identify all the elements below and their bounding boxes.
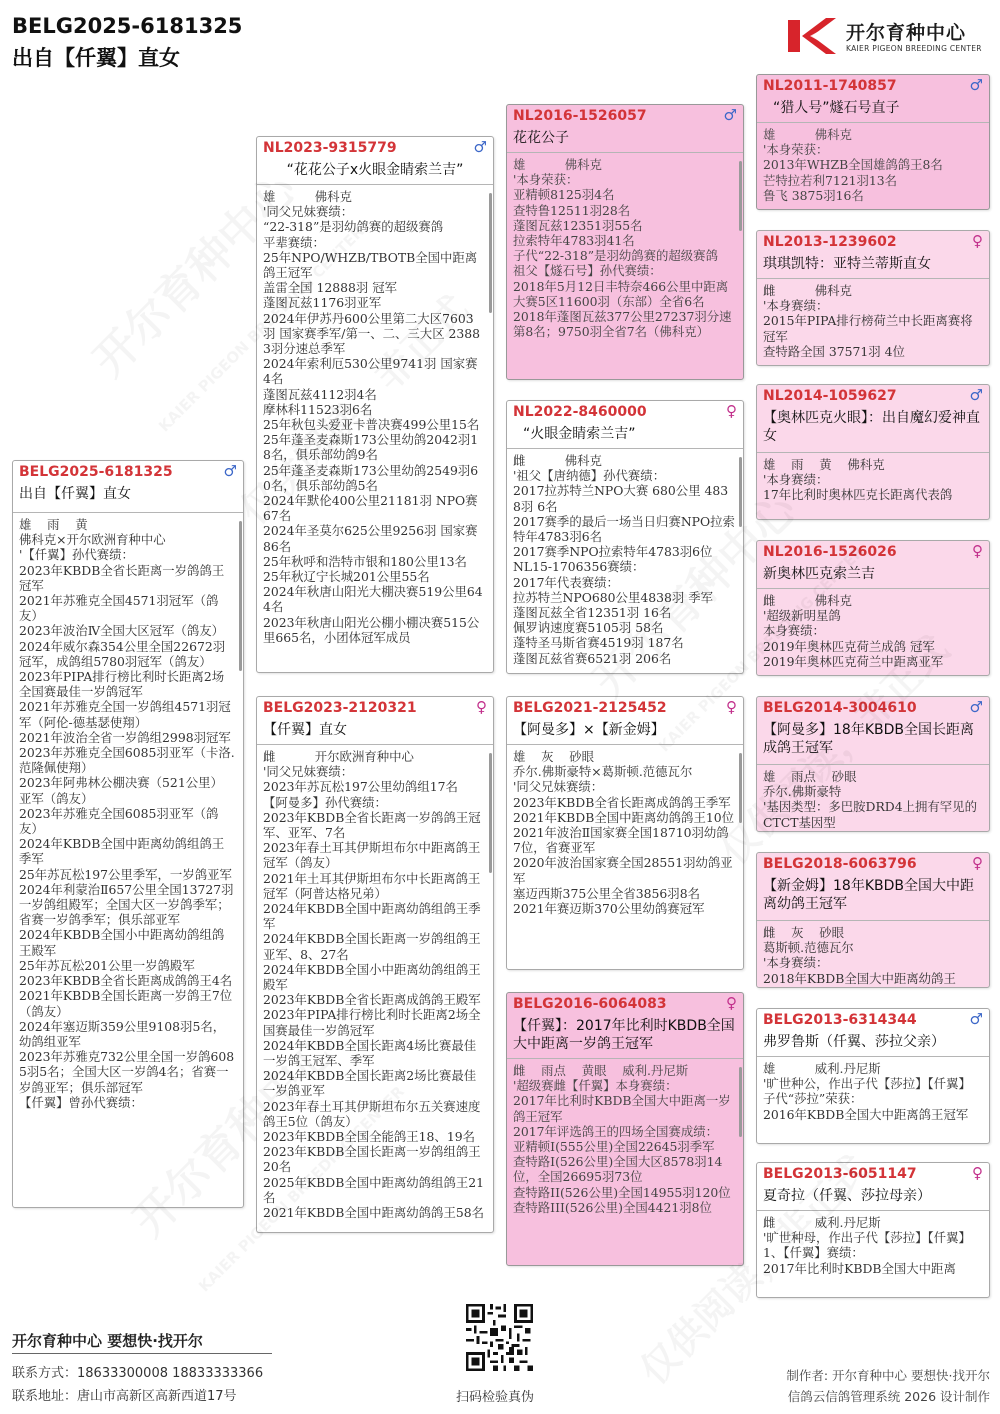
pigeon-name: 【阿曼多】18年KBDB全国长距离成鸽王冠军 [763, 722, 974, 756]
pigeon-record: 雄 雨 黄 佛科克 '本身赛绩： 17年比利时奥林匹克长距离代表鸽 [763, 457, 953, 503]
female-sex-icon: ♀ [972, 542, 983, 560]
pedigree-card-sire[interactable] [256, 136, 494, 673]
male-sex-icon: ♂ [969, 76, 983, 94]
pigeon-record: 雌 灰 砂眼 葛斯顿.范德瓦尔 '本身赛绩： 2018年KBDB全国大中距离幼鸽王 [763, 925, 956, 985]
ring-number: NL2022-8460000 [513, 404, 647, 420]
pigeon-name: “火眼金睛索兰吉” [523, 426, 636, 442]
pigeon-name: 【新金姆】18年KBDB全国大中距离幼鸽王冠军 [763, 878, 974, 912]
pigeon-name: “花花公子x火眼金睛索兰吉” [286, 162, 464, 178]
divider [757, 588, 989, 589]
logo-chinese-name: 开尔育种中心 [846, 22, 967, 44]
pedigree-card-dam-sire[interactable] [506, 696, 744, 970]
male-sex-icon: ♂ [723, 106, 737, 124]
ring-number: NL2023-9315779 [263, 140, 397, 156]
female-sex-icon: ♀ [972, 854, 983, 872]
pigeon-name: 【仟翼】：2017年比利时KBDB全国大中距离一岁鸽王冠军 [513, 1018, 735, 1052]
page-ring-number: BELG2025-6181325 [12, 14, 243, 38]
pigeon-record: 雌 佛科克 '超级新明星鸽 本身赛绩： 2019年奥林匹克荷兰成鸽 冠军 2019年奥林匹克荷兰中距离亚军 [763, 593, 944, 669]
brand-logo [786, 16, 991, 58]
female-sex-icon: ♀ [972, 1164, 983, 1182]
divider [13, 512, 243, 513]
pedigree-card-sds[interactable] [756, 384, 990, 520]
pedigree-card-sire-sire[interactable] [506, 104, 744, 380]
pigeon-record: 雌 佛科克 '祖父【唐纳德】孙代赛绩： 2017拉苏特兰NPO大赛 680公里 4838羽 6名 2017赛季的最后一场当日归赛NPO拉索特年4783羽6名 2017赛季NPO拉索特年4783羽6位 NL15-1706356赛绩： 2017年代表赛绩： 拉苏特兰NPO680公里4838羽 季军 蓬图瓦兹全省12351羽 16名 佩罗讷速度赛5105羽 58名 蓬特圣马斯省赛4519羽 187名 蓬图瓦兹省赛6521羽 206名 [513, 453, 735, 666]
pigeon-name: 【阿曼多】×【新金姆】 [513, 722, 665, 738]
divider [757, 764, 989, 765]
pigeon-name: 【仟翼】直女 [263, 722, 347, 738]
pigeon-record: 雌 开尔欧洲育种中心 '同父兄妹赛绩： 2023年苏瓦松197公里幼鸽组17名 【阿曼多】孙代赛绩： 2023年KBDB全省长距离一岁鸽鸽王冠军、亚军、7名 2023年春土耳其伊斯坦布尔中距离鸽王冠军（鸽友） 2021年土耳其伊斯坦布尔中长距离鸽王冠军（阿普达格兄弟） 2024年KBDB全国中距离幼鸽组鸽王季军 2024年KBDB全国长距离一岁鸽组鸽王亚军、8、27名 2024年KBDB全国小中距离幼鸽组鸽王殿军 2023年KBDB全省长距离成鸽鸽王殿军 2023年PIPA排行榜比利时长距离2场全国赛最佳一岁鸽冠军 2024年KBDB全国长距离4场比赛最佳一岁鸽王冠军、季军 2024年KBDB全国长距离2场比赛最佳一岁鸽亚军 2023年春土耳其伊斯坦布尔五关赛速度鸽王5位（鸽友） 2023年KBDB全国全能鸽王18、19名 2023年KBDB全国长距离一岁鸽组鸽王20名 2025年KBDB全国中距离幼鸽组鸽王21名 2021年KBDB全国中距离幼鸽鸽王58名 [263, 749, 484, 1221]
scrollbar[interactable] [739, 161, 742, 231]
male-sex-icon: ♂ [969, 698, 983, 716]
footer-address: 联系地址：唐山市高新区高新西道17号 [12, 1389, 237, 1404]
male-sex-icon: ♂ [969, 1010, 983, 1028]
pigeon-record: 雄 雨 黄 佛科克×开尔欧洲育种中心 '【仟翼】孙代赛绩： 2023年KBDB全省长距离一岁鸽鸽王冠军 2021年苏雅克全国4571羽冠军（鸽友） 2023年波治Ⅳ全国大区冠军（鸽友） 2024年威尔森354公里全国22672羽冠军，成鸽组5780羽冠军（鸽友） 2023年PIPA排行榜比利时长距离2场全国赛最佳一岁鸽冠军 2021年苏雅克全国一岁鸽组4571羽冠军（阿伦-德基瑟使翔） 2021年波治全省一岁鸽组2998羽冠军 2023年苏雅克全国6085羽亚军（卡洛.范隆佩使翔） 2023年阿弗林公棚决赛（521公里）亚军（鸽友） 2023年苏雅克全国6085羽亚军（鸽友） 2024年KBDB全国中距离幼鸽组鸽王季军 25年苏瓦松197公里季军，一岁鸽亚军 2024年利蒙治Ⅱ657公里全国13727羽一岁鸽组殿军；全国大区一岁鸽季军；省赛一岁鸽季军；俱乐部亚军 2024年KBDB全国小中距离幼鸽组鸽王殿军 25年苏瓦松201公里一岁鸽殿军 2023年KBDB全省长距离成鸽鸽王4名 2021年KBDB全国长距离一岁鸽王7位（鸽友） 2024年塞迈斯359公里9108羽5名，幼鸽组亚军 2023年苏雅克732公里全国一岁鸽6085羽5名；全国大区一岁鸽4名；省赛一岁鸽亚军；俱乐部冠军 【仟翼】曾孙代赛绩： [19, 517, 235, 1110]
pigeon-name: 弗罗鲁斯（仟翼、莎拉父亲） [763, 1034, 945, 1050]
pedigree-card-sss[interactable] [756, 74, 990, 210]
qr-caption: 扫码检验真伪 [456, 1390, 535, 1405]
footer-contact: 联系方式：18633300008 18833333366 [12, 1366, 264, 1381]
pigeon-record: 雄 雨点 砂眼 乔尔.佛斯豪特 '基因类型：多巴胺DRD4上拥有罕见的CTCT基因型 [763, 769, 977, 829]
pigeon-record: 雄 佛科克 '同父兄妹赛绩： “22-318”是羽幼鸽赛的超级赛鸽 平辈赛绩： 25年NPO/WHZB/TBOTB全国中距离鸽王冠军 盖雷全国 12888羽 冠军 蓬图瓦兹1176羽亚军 2024年伊苏丹600公里第二大区7603羽 国家赛季军/第一、二、三大区 23883羽分速总季军 2024年索利厄530公里9741羽 国家赛4名 蓬图瓦兹4112羽4名 摩林科11523羽6名 25年秋包头爱亚卡普决赛499公里15名 25年蓬圣麦森斯173公里幼鸽2042羽18名，俱乐部幼鸽9名 25年蓬圣麦森斯173公里幼鸽2549羽60名，俱乐部幼鸽5名 2024年默伦400公里21181羽 NPO赛67名 2024年圣莫尔625公里9256羽 国家赛86名 25年秋呼和浩特市银和180公里13名 25年秋辽宁长城201公里55名 2024年秋唐山阳光大棚决赛519公里644名 2023年秋唐山阳光公棚小棚决赛515公里665名，小团体冠军成员 [263, 189, 483, 645]
ring-number: BELG2021-2125452 [513, 700, 667, 716]
pigeon-name: 新奥林匹克索兰吉 [763, 566, 875, 582]
divider [757, 278, 989, 279]
pedigree-card-ssd[interactable] [756, 230, 990, 366]
divider [507, 152, 743, 153]
divider [257, 744, 493, 745]
male-sex-icon: ♂ [223, 462, 237, 480]
footer-brand: 开尔育种中心 要想快·找开尔 [12, 1332, 203, 1350]
qr-code-icon[interactable] [466, 1304, 533, 1371]
pigeon-name: 【奥林匹克火眼】：出自魔幻爱神直女 [763, 410, 980, 444]
male-sex-icon: ♂ [969, 386, 983, 404]
pedigree-card-dam[interactable] [256, 696, 494, 1233]
pigeon-record: 雌 威利.丹尼斯 '旷世种母，作出子代【莎拉】【仟翼】 1、【仟翼】赛绩： 2017年比利时KBDB全国大中距离 [763, 1215, 971, 1276]
scrollbar[interactable] [239, 521, 242, 671]
scrollbar[interactable] [489, 753, 492, 873]
ring-number: BELG2018-6063796 [763, 856, 917, 872]
pedigree-card-dss[interactable] [756, 696, 990, 832]
divider [757, 920, 989, 921]
pedigree-card-sdd[interactable] [756, 540, 990, 676]
pedigree-card-subject[interactable] [12, 460, 244, 1208]
ring-number: BELG2014-3004610 [763, 700, 917, 716]
divider [757, 122, 989, 123]
divider [507, 1058, 743, 1059]
pedigree-card-sire-dam[interactable] [506, 400, 744, 674]
pedigree-card-dsd[interactable] [756, 852, 990, 988]
pigeon-record: 雄 佛科克 '本身荣获： 亚精顿8125羽4名 查特鲁12511羽28名 蓬图瓦兹12351羽55名 拉索特年4783羽41名 子代“22-318”是羽幼鸽赛的超级赛鸽 祖父【燧石号】孙代赛绩： 2018年5月12日丰特奈466公里中距离大赛5区11600羽（东部）全省6名 2018年蓬图瓦兹377公里27237羽分速第8名；9750羽全省7名（佛科克） [513, 157, 732, 340]
page-title: 出自【仟翼】直女 [12, 46, 180, 70]
footer-system: 信鸽云信鸽管理系统 2026 设计制作 [787, 1389, 990, 1404]
footer-divider [12, 1353, 272, 1354]
footer-maker: 制作者: 开尔育种中心 要想快·找开尔 [786, 1368, 990, 1383]
pigeon-record: 雄 灰 砂眼 乔尔.佛斯豪特×葛斯顿.范德瓦尔 '同父兄妹赛绩： 2023年KBDB全省长距离成鸽鸽王季军 2021年KBDB全国中距离幼鸽鸽王10位 2021年波治Ⅱ国家赛全国18710羽幼鸽7位，省赛亚军 2020年波治国家赛全国28551羽幼鸽亚军 塞迈西斯375公里全省3856羽8名 2021年赛迈斯370公里幼鸽赛冠军 [513, 749, 734, 917]
kaier-logo-icon [786, 16, 838, 56]
divider [257, 184, 493, 185]
female-sex-icon: ♀ [476, 698, 487, 716]
divider [757, 1056, 989, 1057]
scrollbar[interactable] [739, 1067, 742, 1137]
ring-number: BELG2025-6181325 [19, 464, 173, 480]
ring-number: NL2014-1059627 [763, 388, 897, 404]
female-sex-icon: ♀ [726, 698, 737, 716]
pigeon-record: 雄 威利.丹尼斯 '旷世种公，作出子代【莎拉】【仟翼】 子代“莎拉”荣获： 2016年KBDB全国大中距离鸽王冠军 [763, 1061, 971, 1122]
ring-number: NL2011-1740857 [763, 78, 897, 94]
ring-number: BELG2016-6064083 [513, 996, 667, 1012]
divider [757, 452, 989, 453]
pedigree-card-dds[interactable] [756, 1008, 990, 1144]
female-sex-icon: ♀ [726, 994, 737, 1012]
pigeon-record: 雌 雨点 黄眼 威利.丹尼斯 '超级赛雌【仟翼】本身赛绩： 2017年比利时KBDB全国大中距离一岁鸽王冠军 2017年评选鸽王的四场全国赛成绩： 亚精顿I(555公里)全国22645羽季军 查特路I(526公里)全国大区8578羽14位，全国26695羽73位 查特路II(526公里)全国14955羽120位 查特路III(526公里)全国4421羽8位 [513, 1063, 731, 1215]
pigeon-record: 雄 佛科克 '本身荣获： 2013年WHZB全国雄鸽鸽王8名 芒特拉若利7121羽13名 鲁飞 3875羽16名 [763, 127, 943, 203]
divider [507, 448, 743, 449]
pigeon-name: 花花公子 [513, 130, 569, 146]
logo-english-name: KAIER PIGEON BREEDING CENTER [846, 44, 982, 53]
ring-number: NL2016-1526057 [513, 108, 647, 124]
ring-number: BELG2023-2120321 [263, 700, 417, 716]
scrollbar[interactable] [739, 753, 742, 823]
ring-number: BELG2013-6051147 [763, 1166, 917, 1182]
ring-number: BELG2013-6314344 [763, 1012, 917, 1028]
ring-number: NL2016-1526026 [763, 544, 897, 560]
divider [757, 1210, 989, 1211]
scrollbar[interactable] [739, 457, 742, 527]
pedigree-card-dam-dam[interactable] [506, 992, 744, 1266]
divider [507, 744, 743, 745]
ring-number: NL2013-1239602 [763, 234, 897, 250]
pigeon-name: 琪琪凯特：亚特兰蒂斯直女 [763, 256, 931, 272]
male-sex-icon: ♂ [473, 138, 487, 156]
pigeon-name: 出自【仟翼】直女 [19, 486, 131, 502]
pigeon-record: 雌 佛科克 '本身赛绩： 2015年PIPA排行榜荷兰中长距离赛将冠军 查特路全国 37571羽 4位 [763, 283, 973, 359]
scrollbar[interactable] [489, 193, 492, 313]
female-sex-icon: ♀ [972, 232, 983, 250]
pedigree-card-ddd[interactable] [756, 1162, 990, 1298]
pigeon-name: “猎人号”燧石号直子 [773, 100, 900, 116]
female-sex-icon: ♀ [726, 402, 737, 420]
pigeon-name: 夏奇拉（仟翼、莎拉母亲） [763, 1188, 931, 1204]
